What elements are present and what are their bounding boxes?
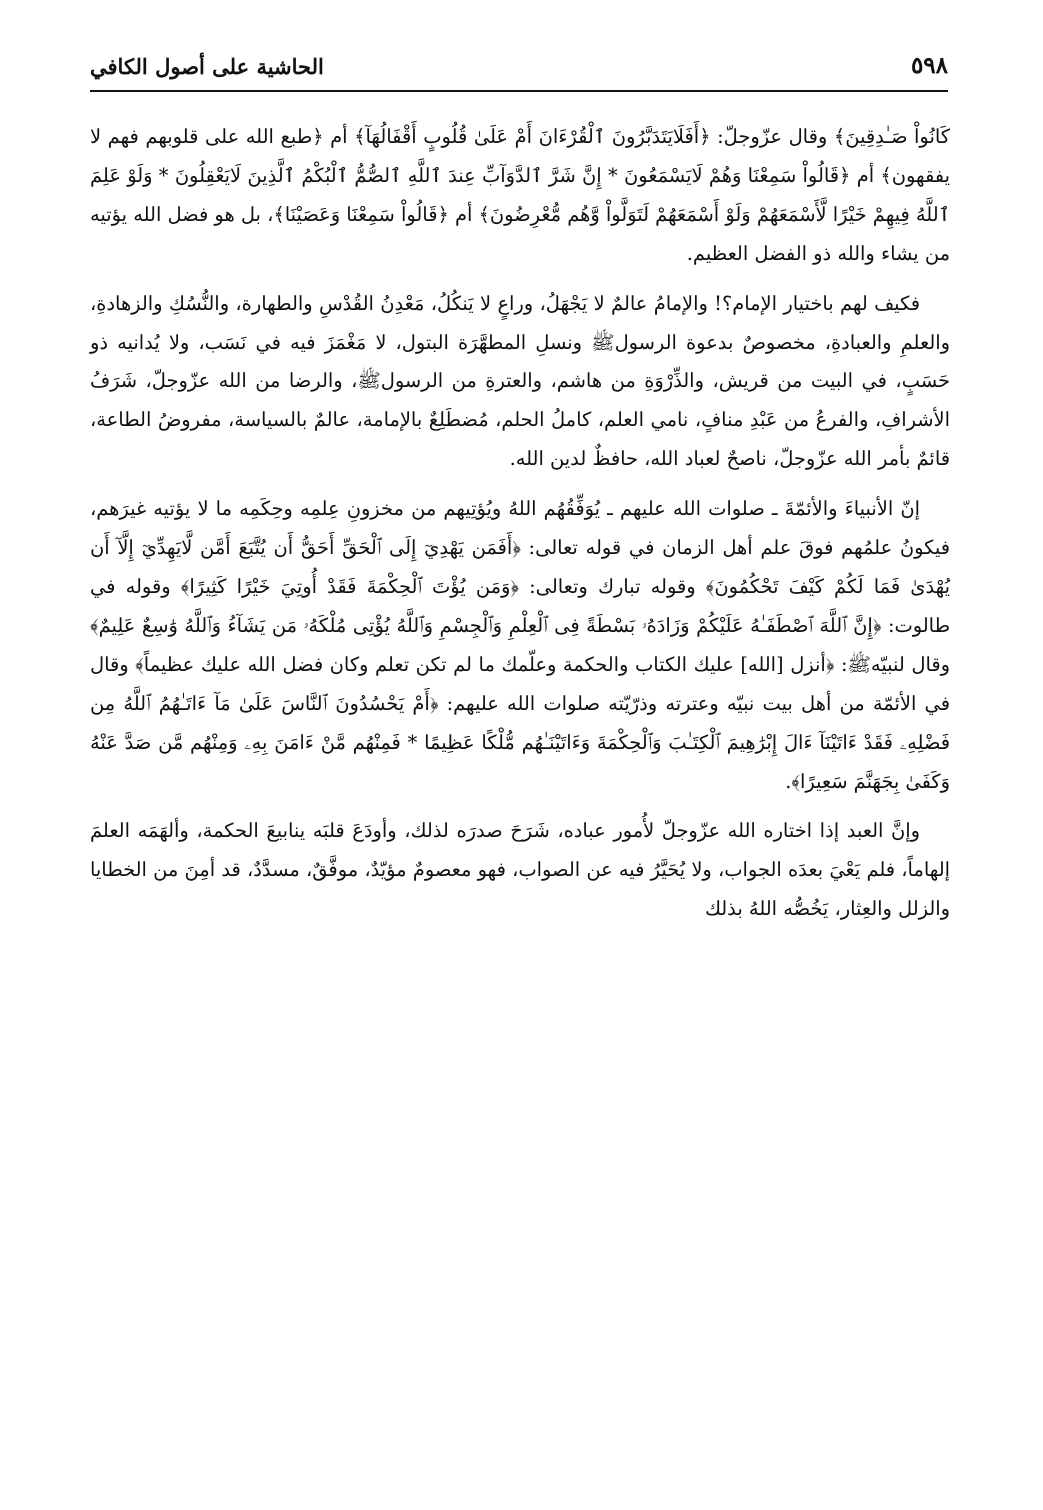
running-head [90,50,948,94]
book-title: الحاشية على أصول الكافي [90,54,324,79]
paragraph: كَانُواْ صَـٰدِقِينَ﴾ وقال عزّوجلّ: ﴿أَفَلَايَتَدَبَّرُونَ ٱلْقُرْءَانَ أَمْ عَلَىٰ قُلُوبٍ أَقْفَالُهَآ﴾ أم ﴿طبع الله على قلوبهم فهم لا يفقهون﴾ أم ﴿قَالُواْ سَمِعْنَا وَهُمْ لَايَسْمَعُونَ * إِنَّ شَرَّ ٱلدَّوَآبِّ عِندَ ٱللَّهِ ٱلصُّمُّ ٱلْبُكْمُ ٱلَّذِينَ لَايَعْقِلُونَ * وَلَوْ عَلِمَ ٱللَّهُ فِيهِمْ خَيْرًا لَّأَسْمَعَهُمْ وَلَوْ أَسْمَعَهُمْ لَتَوَلَّواْ وَّهُم مُّعْرِضُونَ﴾ أم ﴿قَالُواْ سَمِعْنَا وَعَصَيْنَا﴾، بل هو فضل الله يؤتيه من يشاء والله ذو الفضل العظيم. [90,125,950,265]
page-number: ٥٩٨ [910,52,948,79]
body-text [90,118,950,929]
paragraph: فكيف لهم باختيار الإمام؟! والإمامُ عالمٌ لا يَجْهَلُ، وراعٍ لا يَنكُلُ، مَعْدِنُ القُدْسِ والطهارة، والنُّسُكِ والزهادةِ، والعلمِ والعبادةِ، مخصوصٌ بدعوة الرسولﷺ ونسلِ المطهَّرَة البتول، لا مَغْمَزَ فيه في نَسَب، ولا يُدانيه ذو حَسَبٍ، في البيت من قريش، والذِّرْوَةِ من هاشم، والعترةِ من الرسولﷺ، والرضا من الله عزّوجلّ، شَرَفُ الأشرافِ، والفرعُ من عَبْدِ منافٍ، نامي العلم، كاملُ الحلم، مُضطَلِعٌ بالإمامة، عالمٌ بالسياسة، مفروضُ الطاعة، قائمٌ بأمر الله عزّوجلّ، ناصحٌ لعباد الله، حافظٌ لدين الله. [90,291,950,471]
paragraph: إنّ الأنبياءَ والأئمّةَ ـ صلوات الله عليهم ـ يُوَفِّقُهُم اللهُ ويُؤتِيهم من مخزونِ عِلمِه وحِكَمِه ما لا يؤتيه غيرَهم، فيكونُ علمُهم فوقَ علم أهل الزمان في قوله تعالى: ﴿أَفَمَن يَهْدِيٓ إِلَى ٱلْحَقِّ أَحَقُّ أَن يُتَّبَعَ أَمَّن لَّايَهِدِّيٓ إِلَّآ أَن يُهْدَىٰ فَمَا لَكُمْ كَيْفَ تَحْكُمُونَ﴾ وقوله تبارك وتعالى: ﴿وَمَن يُؤْتَ ٱلْحِكْمَةَ فَقَدْ أُوتِيَ خَيْرًا كَثِيرًا﴾ وقوله في طالوت: ﴿إِنَّ ٱللَّهَ ٱصْطَفَـٰهُ عَلَيْكُمْ وَزَادَهُۥ بَسْطَةً فِى ٱلْعِلْمِ وَٱلْجِسْمِ وَٱللَّهُ يُؤْتِى مُلْكَهُۥ مَن يَشَآءُ وَٱللَّهُ وَٰسِعٌ عَلِيمٌ﴾ وقال لنبيّهﷺ: ﴿أنزل [الله] عليك الكتاب والحكمة وعلّمك ما لم تكن تعلم وكان فضل الله عليك عظيماً﴾ وقال في الأئمّة من أهل بيت نبيّه وعترته وذرّيّته صلوات الله عليهم: ﴿أَمْ يَحْسُدُونَ ٱلنَّاسَ عَلَىٰ مَآ ءَاتَـٰهُمُ ٱللَّهُ مِن فَضْلِهِۦ فَقَدْ ءَاتَيْنَآ ءَالَ إِبْرَٰهِيمَ ٱلْكِتَـٰبَ وَٱلْحِكْمَةَ وَءَاتَيْنَـٰهُم مُّلْكًا عَظِيمًا * فَمِنْهُم مَّنْ ءَامَنَ بِهِۦ وَمِنْهُم مَّن صَدَّ عَنْهُ وَكَفَىٰ بِجَهَنَّمَ سَعِيرًا﴾. [90,497,950,793]
header-divider [90,90,948,92]
paragraph: وإنَّ العبد إذا اختاره الله عزّوجلّ لأُمور عباده، شَرَحَ صدرَه لذلك، وأودَعَ قلبَه ينابيعَ الحكمة، وألهَمَه العلمَ إلهاماً، فلم يَعْيَ بعدَه الجواب، ولا يُحَيَّرُ فيه عن الصواب، فهو معصومٌ مؤيّدٌ، موفَّقٌ، مسدَّدٌ، قد أمِنَ من الخطايا والزلل والعِثار، يَخُصُّه اللهُ بذلك [90,819,950,921]
